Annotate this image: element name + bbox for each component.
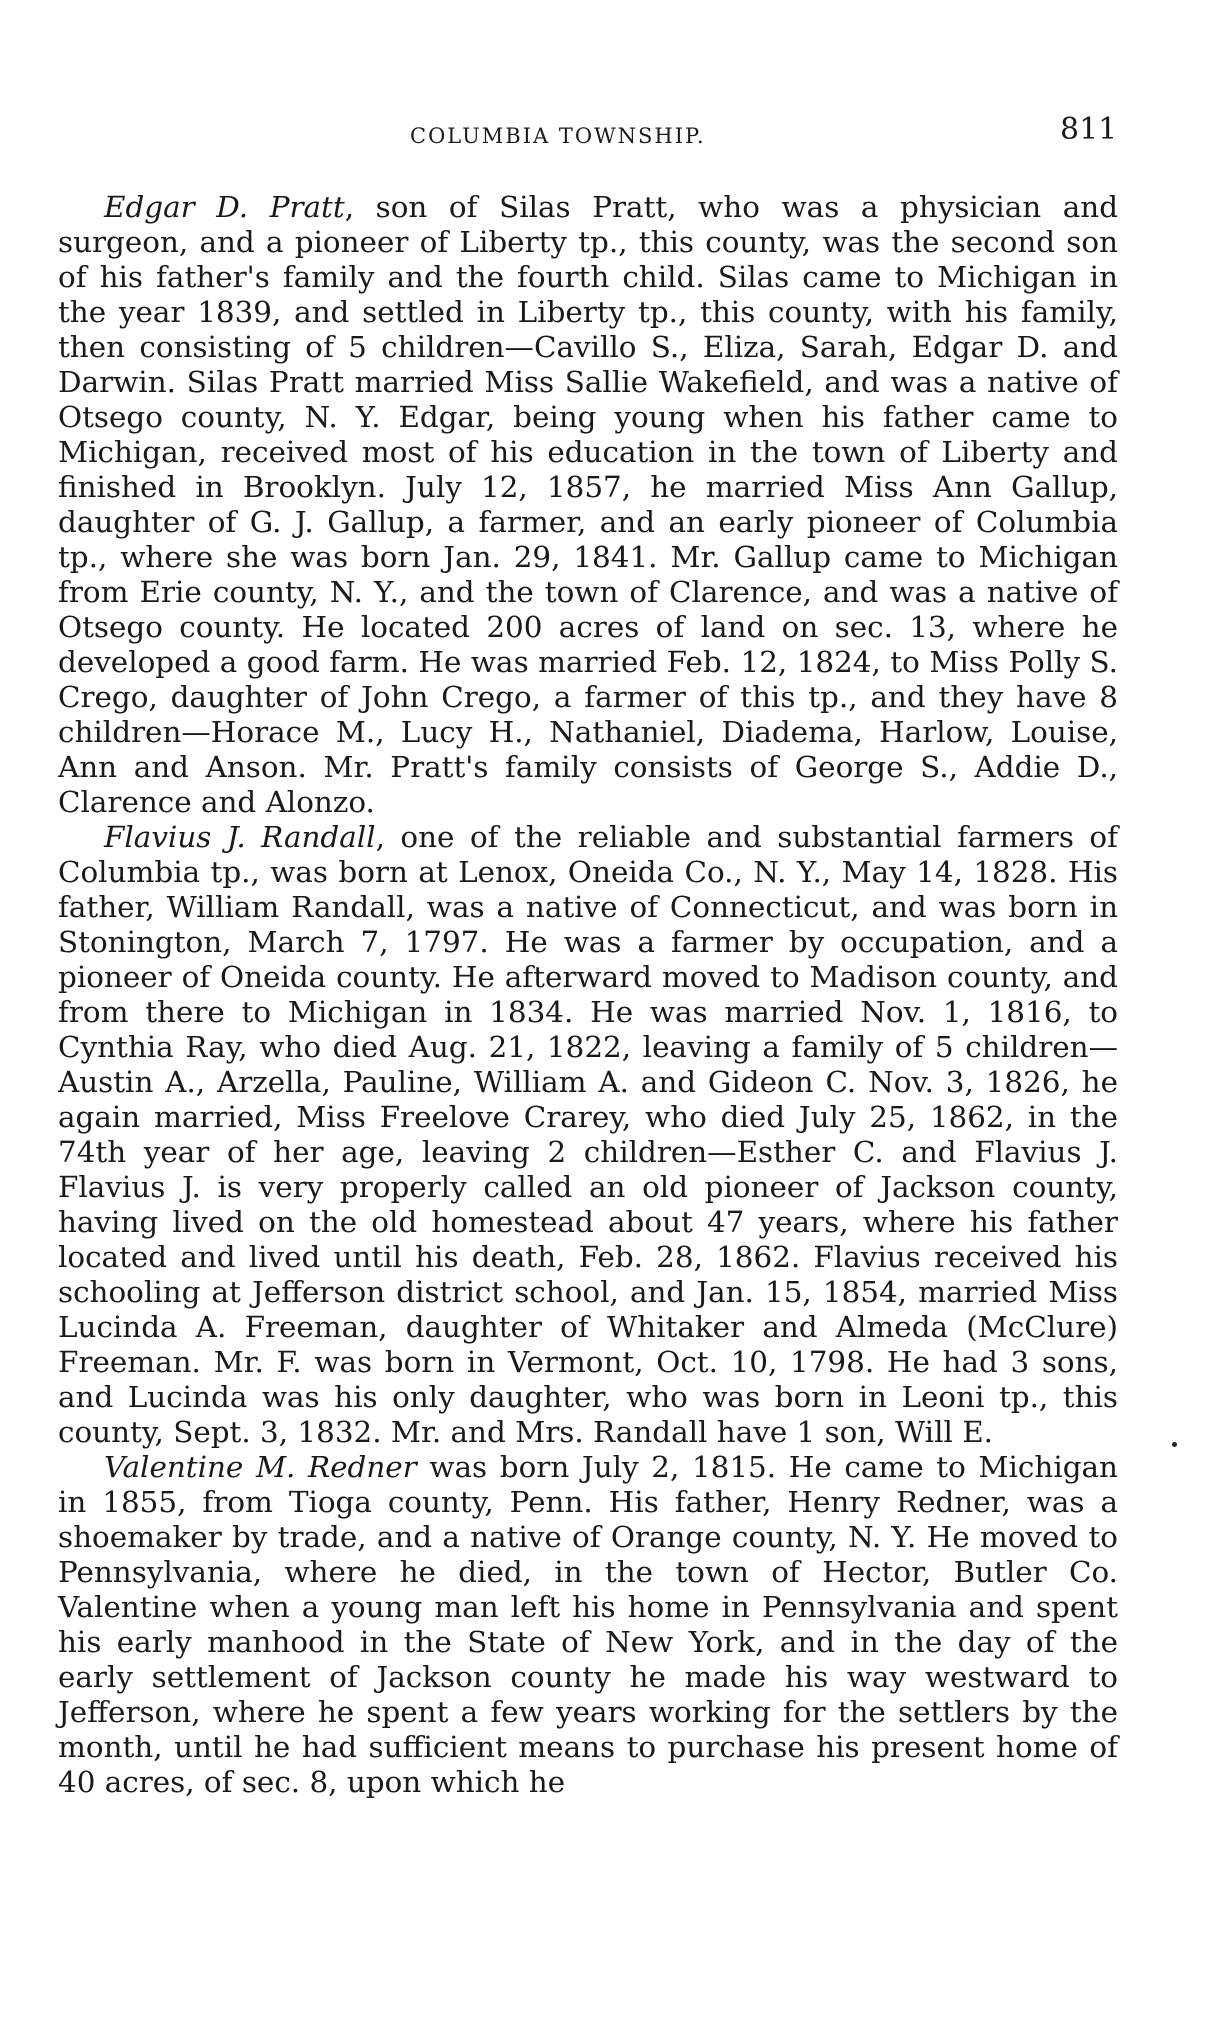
- entry-name: Valentine M. Redner: [104, 1450, 417, 1484]
- biography-entry: [58, 820, 1118, 1450]
- page-number: 811: [1060, 112, 1118, 147]
- entry-name: Edgar D. Pratt: [104, 190, 345, 224]
- ink-speck: [1172, 1442, 1177, 1447]
- biography-entry: [58, 190, 1118, 820]
- entry-name: Flavius J. Randall: [104, 820, 376, 854]
- entry-text: , one of the reliable and substantial farmers of Columbia tp., was born at Lenox, Oneida Co., N. Y., May 14, 1828. His father, William Randall, was a native of Connecticut, and was born in Stonington, March 7, 1797. He was a farmer by occupation, and a pioneer of Oneida county. He afterward moved to Madison county, and from there to Michigan in 1834. He was married Nov. 1, 1816, to Cynthia Ray, who died Aug. 21, 1822, leaving a family of 5 children—Austin A., Arzella, Pauline, William A. and Gideon C. Nov. 3, 1826, he again married, Miss Freelove Crarey, who died July 25, 1862, in the 74th year of her age, leaving 2 children—Esther C. and Flavius J. Flavius J. is very properly called an old pioneer of Jackson county, having lived on the old homestead about 47 years, where his father located and lived until his death, Feb. 28, 1862. Flavius received his schooling at Jefferson district school, and Jan. 15, 1854, married Miss Lucinda A. Freeman, daughter of Whitaker and Almeda (McClure) Freeman. Mr. F. was born in Vermont, Oct. 10, 1798. He had 3 sons, and Lucinda was his only daughter, who was born in Leoni tp., this county, Sept. 3, 1832. Mr. and Mrs. Randall have 1 son, Will E.: [58, 820, 1119, 1449]
- entry-text: , son of Silas Pratt, who was a physician and surgeon, and a pioneer of Liberty tp., this county, was the second son of his father's family and the fourth child. Silas came to Michigan in the year 1839, and settled in Liberty tp., this county, with his family, then consisting of 5 children—Cavillo S., Eliza, Sarah, Edgar D. and Darwin. Silas Pratt married Miss Sallie Wakefield, and was a native of Otsego county, N. Y. Edgar, being young when his father came to Michigan, received most of his education in the town of Liberty and finished in Brooklyn. July 12, 1857, he married Miss Ann Gallup, daughter of G. J. Gallup, a farmer, and an early pioneer of Columbia tp., where she was born Jan. 29, 1841. Mr. Gallup came to Michigan from Erie county, N. Y., and the town of Clarence, and was a native of Otsego county. He located 200 acres of land on sec. 13, where he developed a good farm. He was married Feb. 12, 1824, to Miss Polly S. Crego, daughter of John Crego, a farmer of this tp., and they have 8 children—Horace M., Lucy H., Nathaniel, Diadema, Harlow, Louise, Ann and Anson. Mr. Pratt's family consists of George S., Addie D., Clarence and Alonzo.: [58, 190, 1119, 819]
- running-head: COLUMBIA TOWNSHIP.: [410, 124, 706, 148]
- entry-text: was born July 2, 1815. He came to Michigan in 1855, from Tioga county, Penn. His father, Henry Redner, was a shoemaker by trade, and a native of Orange county, N. Y. He moved to Pennsylvania, where he died, in the town of Hector, Butler Co. Valentine when a young man left his home in Pennsylvania and spent his early manhood in the State of New York, and in the day of the early settlement of Jackson county he made his way westward to Jefferson, where he spent a few years working for the settlers by the month, until he had sufficient means to purchase his present home of 40 acres, of sec. 8, upon which he: [58, 1450, 1118, 1799]
- biography-entry: [58, 1450, 1118, 1800]
- body-text: [58, 190, 1118, 1800]
